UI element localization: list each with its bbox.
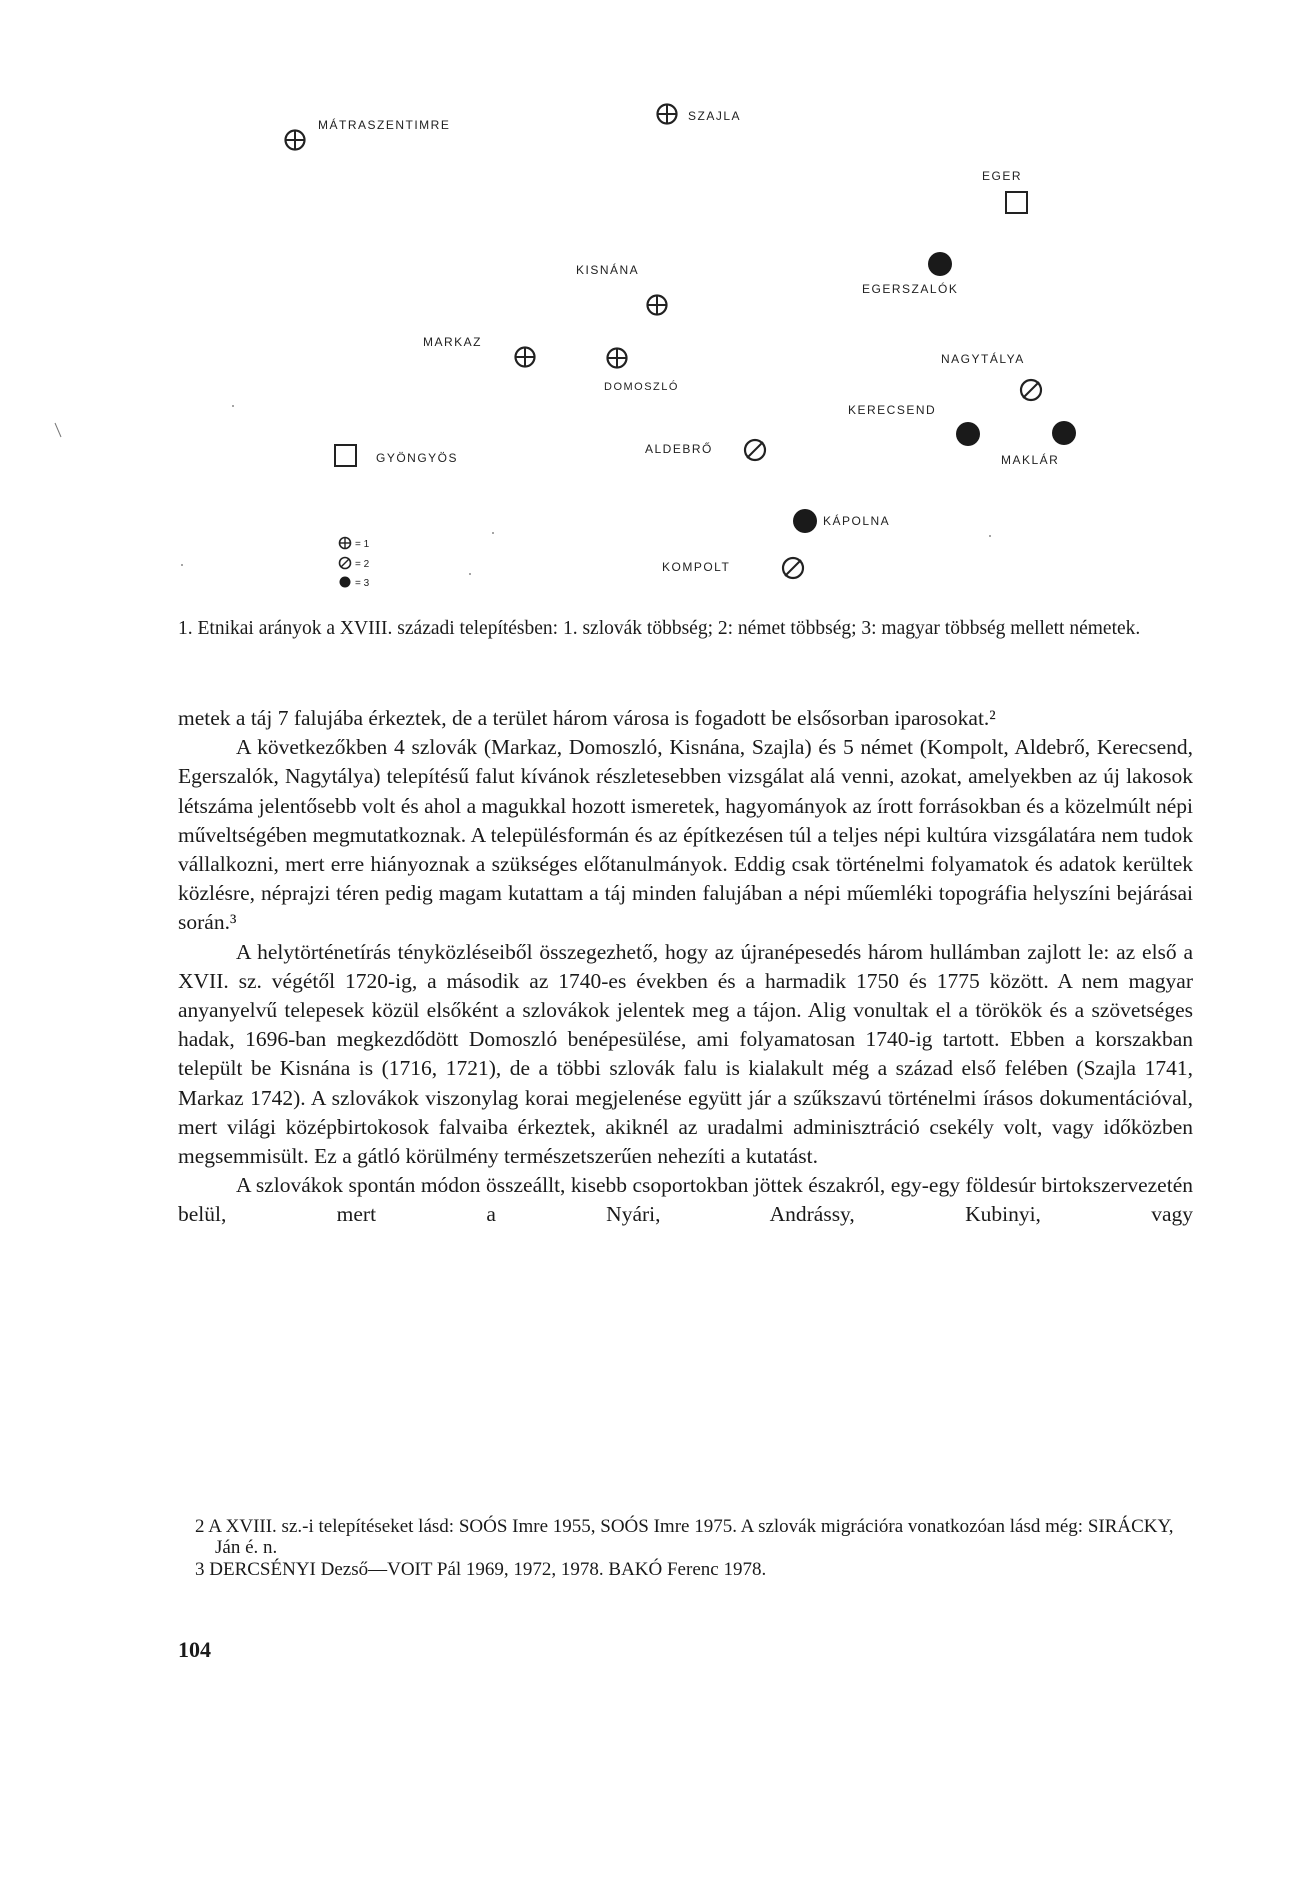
paragraph: A szlovákok spontán módon összeállt, kisebb csoportokban jöttek északról, egy-egy földesúr birtokszervezetén belül, mert a Nyári, Andrássy, Kubinyi, vagy bbox=[178, 1173, 1193, 1227]
paragraph: A következőkben 4 szlovák (Markaz, Domoszló, Kisnána, Szajla) és 5 német (Kompolt, Aldebrő, Kerecsend, Egerszalók, Nagytálya) telepítésű falut kívánok részletesebben vizsgálat alá venni, azokat, amelyekben az új lakosok létszáma jelentősebb volt és ahol a magukkal hozott ismeretek, hagyományok az írott forrásokban és a közelmúlt népi műveltségében megmutatkoznak. A településformán és az építkezésen túl a teljes népi kultúra vizsgálatára nem tudok vállalkozni, mert erre hiányoznak a szükséges előtanulmányok. Eddig csak történelmi folyamatok és adatok kerültek közlésre, néprajzi téren pedig magam kutattam a táj minden falujában a népi műemléki topográfia helyszíni bejárásai során.³ bbox=[178, 735, 1193, 935]
crossed-circle-icon bbox=[647, 295, 667, 315]
place-label: MARKAZ bbox=[423, 335, 483, 349]
footnote: 2 A XVIII. sz.-i telepítéseket lásd: SOÓS Imre 1955, SOÓS Imre 1975. A szlovák migrációra vonatkozóan lásd még: SIRÁCKY, Ján é. n. bbox=[195, 1516, 1174, 1558]
legend-label: = 3 bbox=[355, 578, 370, 589]
page-number: 104 bbox=[178, 1637, 211, 1662]
crossed-circle-icon bbox=[607, 348, 627, 368]
place-label: KÁPOLNA bbox=[823, 514, 891, 528]
square-icon bbox=[335, 445, 356, 466]
crossed-circle-icon bbox=[339, 537, 351, 549]
filled-circle-icon bbox=[340, 577, 351, 588]
filled-circle-icon bbox=[956, 422, 980, 446]
place-label: KISNÁNA bbox=[576, 263, 640, 277]
map-legend bbox=[339, 537, 370, 589]
filled-circle-icon bbox=[1052, 421, 1076, 445]
square-icon bbox=[1006, 192, 1027, 213]
scan-mark bbox=[55, 423, 61, 437]
crossed-circle-icon bbox=[515, 347, 535, 367]
filled-circle-icon bbox=[793, 509, 817, 533]
crossed-circle-icon bbox=[657, 104, 677, 124]
place-label: MÁTRASZENTIMRE bbox=[318, 118, 451, 132]
filled-circle-icon bbox=[928, 252, 952, 276]
place-label: NAGYTÁLYA bbox=[941, 352, 1025, 366]
place-label: SZAJLA bbox=[688, 109, 742, 123]
slashed-circle-icon bbox=[745, 440, 765, 460]
legend-label: = 1 bbox=[355, 539, 370, 550]
slashed-circle-icon bbox=[783, 558, 803, 578]
place-label: KERECSEND bbox=[848, 403, 937, 417]
legend-label: = 2 bbox=[355, 559, 370, 570]
place-label: EGER bbox=[982, 169, 1023, 183]
place-label: DOMOSZLÓ bbox=[604, 381, 679, 393]
settlement-map bbox=[0, 0, 1309, 612]
footnote: 3 DERCSÉNYI Dezső—VOIT Pál 1969, 1972, 1978. BAKÓ Ferenc 1978. bbox=[195, 1559, 767, 1580]
body-text bbox=[178, 704, 1193, 1230]
place-label: GYÖNGYÖS bbox=[376, 451, 459, 465]
place-label: ALDEBRŐ bbox=[645, 442, 713, 456]
scan-specks bbox=[181, 405, 991, 575]
slashed-circle-icon bbox=[340, 558, 351, 569]
paragraph: metek a táj 7 falujába érkeztek, de a terület három városa is fogadott be elsősorban iparosokat.² bbox=[178, 706, 996, 730]
slashed-circle-icon bbox=[1021, 380, 1041, 400]
paragraph: A helytörténetírás tényközléseiből összegezhető, hogy az újranépesedés három hullámban zajlott le: az első a XVII. sz. végétől 1720-ig, a második az 1740-es években és a harmadik 1750 és 1775 között. A nem magyar anyanyelvű telepesek közül elsőként a szlovákok jelentek meg a tájon. Alig vonultak el a törökök és a szövetséges hadak, 1696-ban megkezdődött Domoszló benépesülése, ami folyamatosan 1740-ig tartott. Ebben a korszakban települt be Kisnána is (1716, 1721), de a többi szlovák falu is kialakult még a század első felében (Szajla 1741, Markaz 1742). A szlovákok viszonylag korai megjelenése együtt jár a szűkszavú történelmi írásos dokumentációval, mert világi középbirtokosok falvaiba érkeztek, akiknél az uradalmi adminisztráció csekély volt, vagy időközben megsemmisült. Ez a gátló körülmény természetszerűen nehezíti a kutatást. bbox=[178, 939, 1193, 1169]
place-label: MAKLÁR bbox=[1001, 453, 1060, 467]
footnotes bbox=[195, 1516, 1193, 1581]
figure-caption: 1. Etnikai arányok a XVIII. századi telepítésben: 1. szlovák többség; 2: német többség; 3: magyar többség mellett németek. bbox=[178, 618, 1141, 639]
place-label: KOMPOLT bbox=[662, 560, 731, 574]
place-label: EGERSZALÓK bbox=[862, 282, 959, 296]
crossed-circle-icon bbox=[285, 130, 305, 150]
